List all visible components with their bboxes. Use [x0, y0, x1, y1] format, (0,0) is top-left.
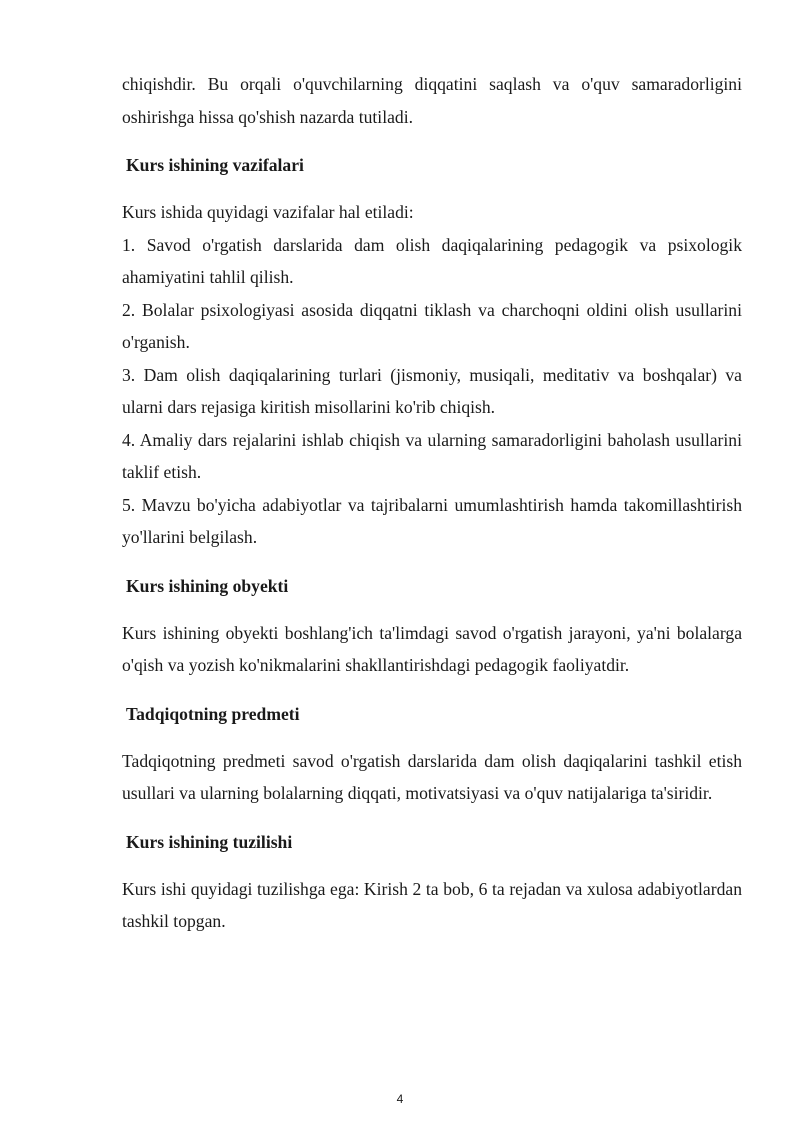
tasks-intro-paragraph: Kurs ishida quyidagi vazifalar hal etiladi: [122, 202, 414, 222]
task-item-4: 4. Amaliy dars rejalarini ishlab chiqish va ularning samaradorligini baholash usullarini taklif etish. [122, 429, 742, 482]
spacer [122, 181, 742, 196]
section-heading-vazifalari: Kurs ishining vazifalari [126, 155, 304, 175]
structure-paragraph: Kurs ishi quyidagi tuzilishga ega: Kirish 2 ta bob, 6 ta rejadan va xulosa adabiyotlardan tashkil topgan. [122, 878, 742, 931]
spacer [122, 602, 742, 617]
task-item-2: 2. Bolalar psixologiyasi asosida diqqatni tiklash va charchoqni oldini olish usullarini o'rganish. [122, 299, 742, 352]
section-heading-tuzilishi: Kurs ishining tuzilishi [126, 831, 293, 852]
spacer [122, 858, 742, 873]
task-item-3: 3. Dam olish daqiqalarining turlari (jismoniy, musiqali, meditativ va boshqalar) va ularni dars rejasiga kiritish misollarini ko'rib chiqish. [122, 364, 742, 417]
page-content [122, 68, 742, 938]
task-item-1: 1. Savod o'rgatish darslarida dam olish daqiqalarining pedagogik va psixologik ahamiyatini tahlil qilish. [122, 234, 742, 287]
object-paragraph: Kurs ishining obyekti boshlang'ich ta'limdagi savod o'rgatish jarayoni, ya'ni bolalarga o'qish va yozish ko'nikmalarini shakllantirishdagi pedagogik faoliyatdir. [122, 622, 742, 675]
spacer [122, 810, 742, 826]
section-heading-predmeti: Tadqiqotning predmeti [126, 703, 300, 724]
intro-paragraph-tail: chiqishdir. Bu orqali o'quvchilarning diqqatini saqlash va o'quv samaradorligini oshirishga hissa qo'shish nazarda tutiladi. [122, 74, 742, 127]
section-heading-obyekti: Kurs ishining obyekti [126, 575, 289, 596]
spacer [122, 682, 742, 698]
spacer [122, 730, 742, 745]
task-item-5: 5. Mavzu bo'yicha adabiyotlar va tajribalarni umumlashtirish hamda takomillashtirish yo'llarini belgilash. [122, 494, 742, 547]
spacer [122, 554, 742, 570]
spacer [122, 133, 742, 149]
page-number: 4 [396, 1092, 404, 1106]
subject-paragraph: Tadqiqotning predmeti savod o'rgatish darslarida dam olish daqiqalarini tashkil etish usullari va ularning bolalarning diqqati, motivatsiyasi va o'quv natijalariga ta'siridir. [122, 750, 742, 803]
